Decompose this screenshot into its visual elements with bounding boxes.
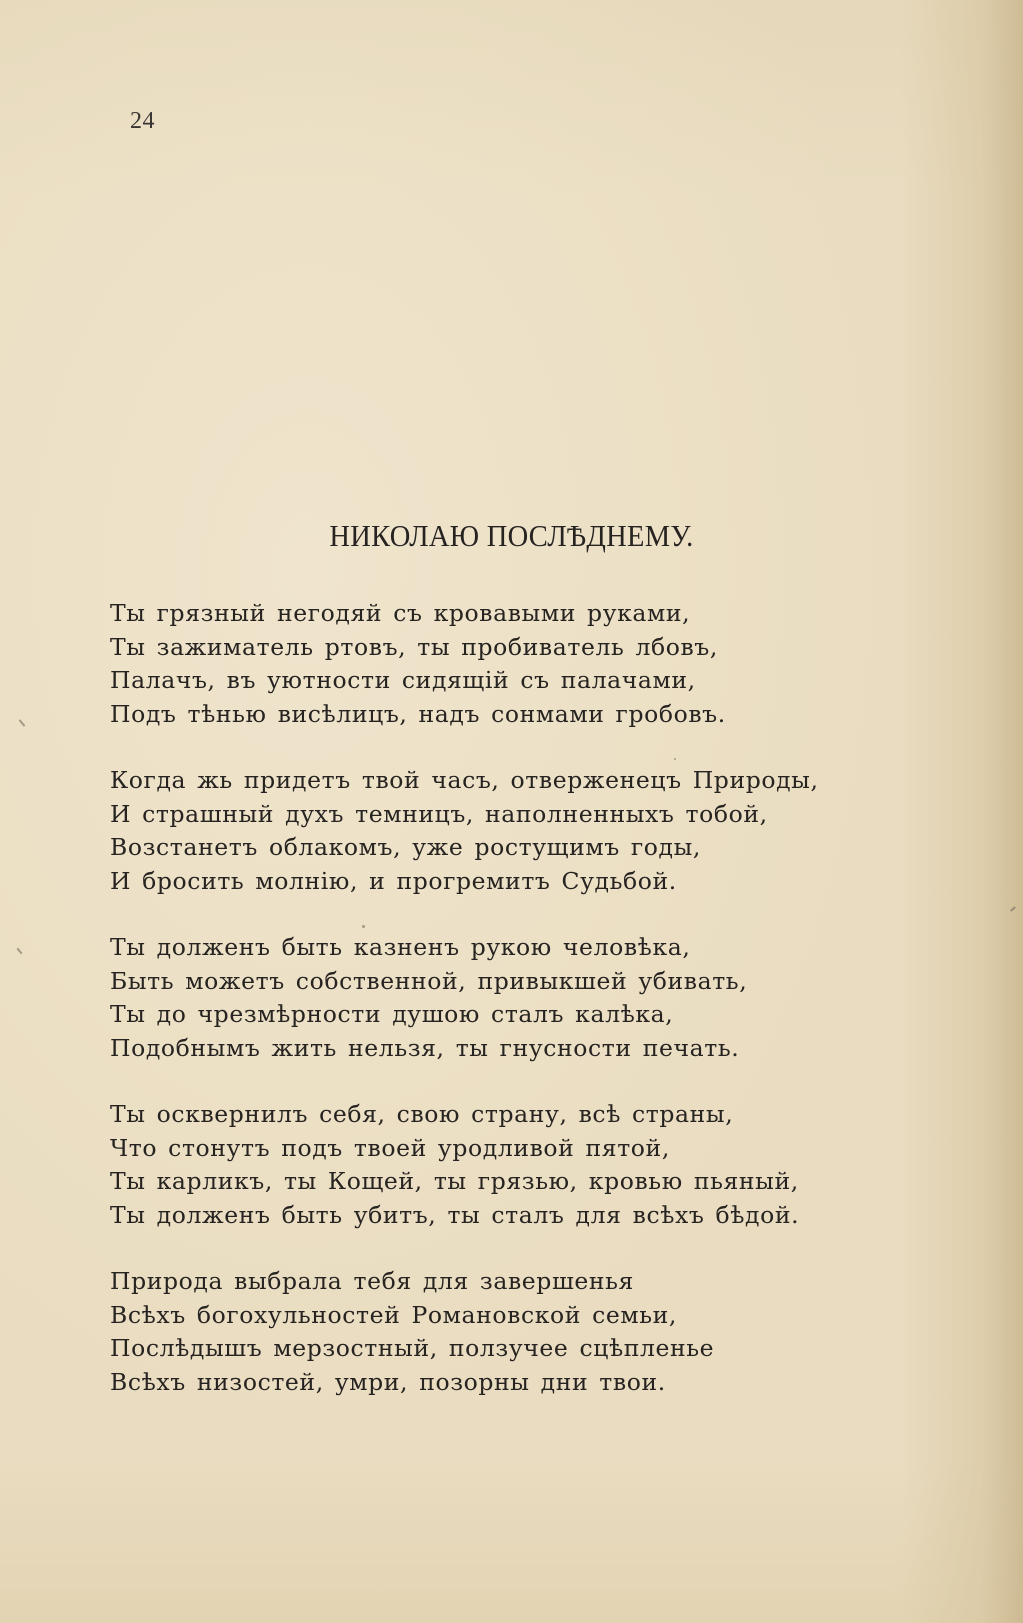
paper-speck <box>362 925 365 928</box>
poem-line: Палачъ, въ уютности сидящій съ палачами, <box>110 666 696 694</box>
paper-speck <box>19 719 26 726</box>
poem-line: Ты осквернилъ себя, свою страну, всѣ страны, <box>110 1100 734 1128</box>
stanza-5 <box>110 1265 910 1399</box>
stanza-1 <box>110 597 910 731</box>
poem-line: Всѣхъ богохульностей Романовской семьи, <box>110 1300 677 1329</box>
stanza-4 <box>110 1098 910 1232</box>
poem-line: Быть можетъ собственной, привыкшей убивать, <box>110 966 748 995</box>
poem-body <box>110 597 910 1432</box>
poem-line: Всѣхъ низостей, умри, позорны дни твои. <box>110 1367 666 1396</box>
poem-title: НИКОЛАЮ ПОСЛѢДНЕМУ. <box>329 518 694 553</box>
page-number: 24 <box>130 108 155 134</box>
poem-line: Ты зажиматель ртовъ, ты пробиватель лбовъ, <box>110 632 718 661</box>
poem-line: Ты долженъ быть убитъ, ты сталъ для всѣхъ бѣдой. <box>110 1200 800 1229</box>
poem-line: Что стонутъ подъ твоей уродливой пятой, <box>110 1133 670 1162</box>
stanza-3 <box>110 931 910 1065</box>
poem-line: И бросить молнію, и прогремитъ Судьбой. <box>110 866 677 895</box>
poem-line: Ты карликъ, ты Кощей, ты грязью, кровью пьяный, <box>110 1167 799 1195</box>
poem-line: Природа выбрала тебя для завершенья <box>110 1267 634 1295</box>
poem-line: Возстанетъ облакомъ, уже ростущимъ годы, <box>110 833 701 861</box>
poem-line: Когда жь придетъ твой часъ, отверженецъ Природы, <box>110 766 819 794</box>
poem-line: Ты до чрезмѣрности душою сталъ калѣка, <box>110 1000 674 1028</box>
paper-speck <box>16 948 22 955</box>
paper-speck <box>1010 906 1016 911</box>
poem-line: Послѣдышъ мерзостный, ползучее сцѣпленье <box>110 1334 715 1362</box>
poem-line: Ты долженъ быть казненъ рукою человѣка, <box>110 933 691 961</box>
poem-line: Подобнымъ жить нельзя, ты гнусности печать. <box>110 1033 740 1062</box>
stanza-2 <box>110 764 910 898</box>
poem-line: И страшный духъ темницъ, наполненныхъ тобой, <box>110 799 768 828</box>
poem-line: Ты грязный негодяй съ кровавыми руками, <box>110 599 691 627</box>
paper-speck <box>674 758 676 760</box>
poem-line: Подъ тѣнью висѣлицъ, надъ сонмами гробовъ. <box>110 699 726 728</box>
